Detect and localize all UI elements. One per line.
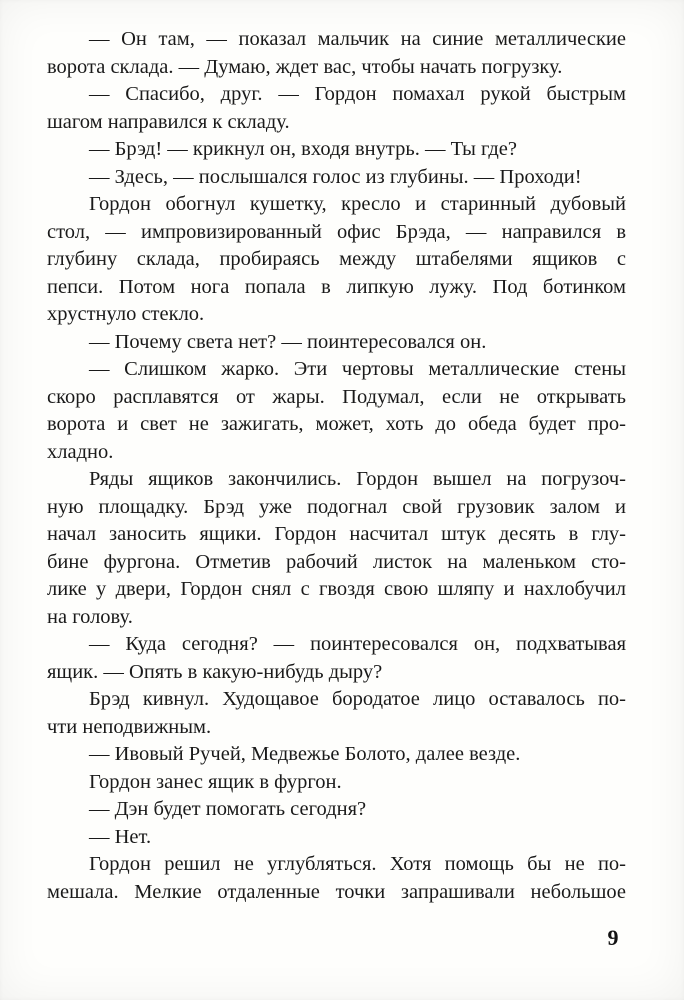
text-line: — Куда сегодня? — поинтересовался он, подхватывая bbox=[89, 633, 626, 655]
text-line: — Спасибо, друг. — Гордон помахал рукой быстрым bbox=[89, 83, 626, 105]
text-line: хрустнуло стекло. bbox=[47, 303, 205, 325]
text-block bbox=[47, 26, 626, 906]
text-line: — Он там, — показал мальчик на синие металлические bbox=[89, 28, 626, 50]
text-line: — Здесь, — послышался голос из глубины. — Проходи! bbox=[89, 165, 582, 188]
text-line: шагом направился к складу. bbox=[47, 110, 290, 133]
text-line: — Нет. bbox=[89, 825, 152, 848]
text-line: ворота и свет не зажигать, может, хоть до обеда будет про- bbox=[47, 413, 626, 435]
text-line: ворота склада. — Думаю, ждет вас, чтобы начать погрузку. bbox=[47, 55, 563, 78]
text-line: стол, — импровизированный офис Брэда, — направился в bbox=[47, 220, 626, 243]
text-line: Гордон обогнул кушетку, кресло и старинный дубовый bbox=[89, 193, 626, 215]
text-line: глубину склада, пробираясь между штабелями ящиков с bbox=[47, 248, 626, 270]
text-line: начал заносить ящики. Гордон насчитал штук десять в глу- bbox=[47, 523, 626, 545]
text-line: пепси. Потом нога попала в липкую лужу. Под ботинком bbox=[47, 275, 626, 298]
text-line: на голову. bbox=[47, 605, 133, 628]
text-line: — Почему света нет? — поинтересовался он. bbox=[89, 330, 487, 353]
text-line: ящик. — Опять в какую-нибудь дыру? bbox=[47, 660, 383, 683]
text-line: — Ивовый Ручей, Медвежье Болото, далее везде. bbox=[89, 743, 521, 765]
text-line: — Брэд! — крикнул он, входя внутрь. — Ты где? bbox=[89, 138, 517, 160]
text-line: — Дэн будет помогать сегодня? bbox=[89, 798, 367, 820]
text-line: ную площадку. Брэд уже подогнал свой грузовик залом и bbox=[47, 495, 626, 518]
text-line: мешала. Мелкие отдаленные точки запрашивали небольшое bbox=[47, 880, 626, 903]
text-line: — Слишком жарко. Эти чертовы металлические стены bbox=[89, 358, 626, 380]
text-line: Брэд кивнул. Худощавое бородатое лицо оставалось по- bbox=[89, 688, 626, 710]
text-line: Ряды ящиков закончились. Гордон вышел на погрузоч- bbox=[89, 468, 626, 490]
text-line: чти неподвижным. bbox=[47, 715, 212, 738]
text-line: Гордон решил не углубляться. Хотя помощь бы не по- bbox=[89, 853, 626, 875]
text-line: Гордон занес ящик в фургон. bbox=[89, 770, 342, 793]
text-line: хладно. bbox=[47, 440, 114, 463]
text-line: лике у двери, Гордон снял с гвоздя свою шляпу и нахлобучил bbox=[47, 578, 626, 600]
page-number: 9 bbox=[607, 925, 619, 950]
text-line: бине фургона. Отметив рабочий листок на маленьком сто- bbox=[47, 550, 626, 573]
text-line: скоро расплавятся от жары. Подумал, если не открывать bbox=[47, 385, 626, 408]
